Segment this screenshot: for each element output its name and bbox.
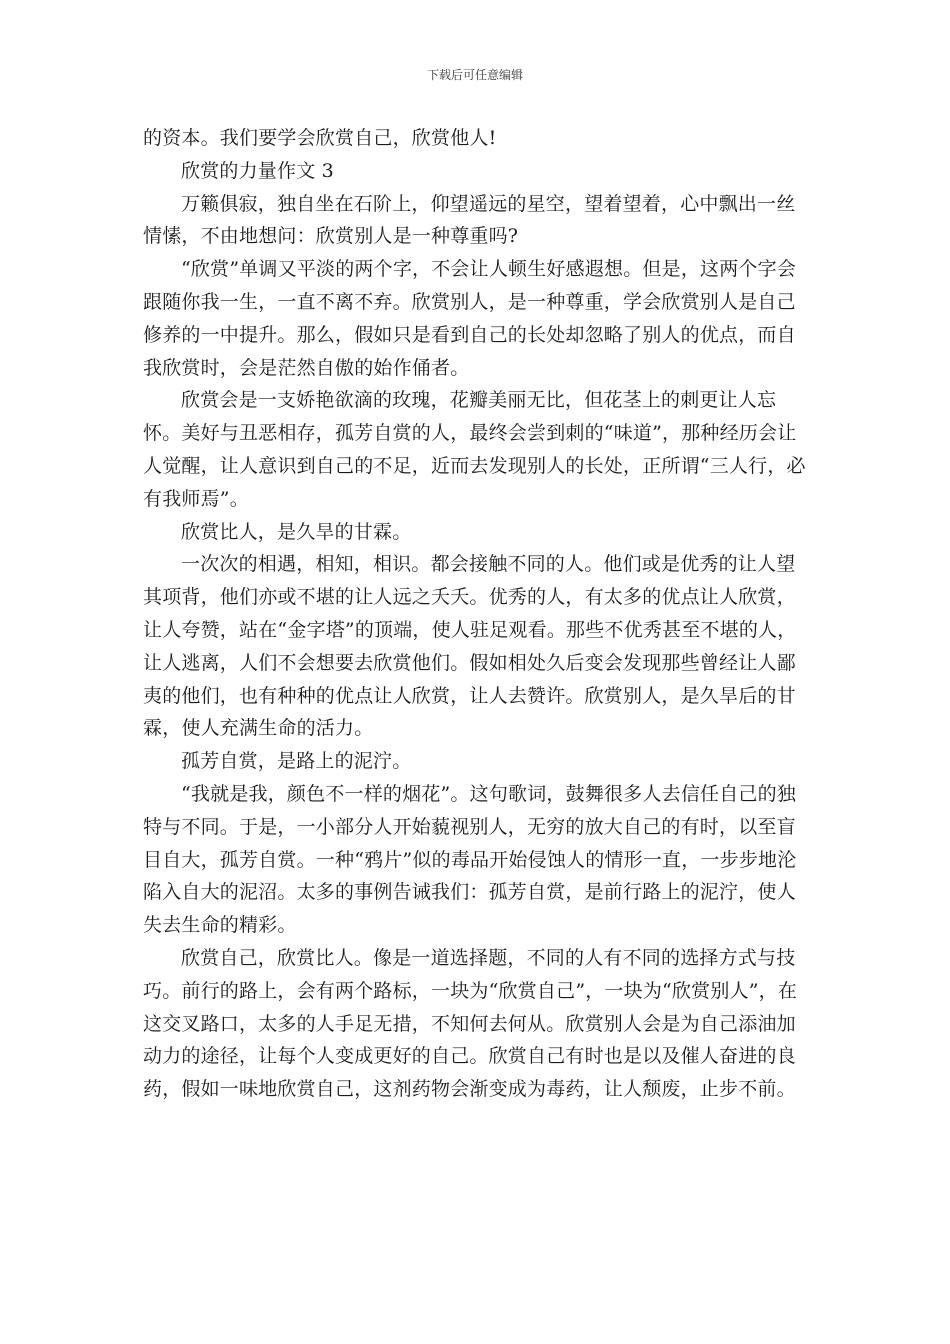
section-title: 欣赏的力量作文 3 xyxy=(181,159,334,182)
paragraph: “我就是我，颜色不一样的烟花”。这句歌词，鼓舞很多人去信任自己的独特与不同。于是，一小部分人开始藐视别人，无穷的放大自己的有时，以至盲目自大，孤芳自赏。一种“鸦片”似的毒品开始侵蚀人的情形一直，一步步地沦陷入自大的泥沼。太多的事例告诫我们：孤芳自赏，是前行路上的泥泞，使人失去生命的精彩。 xyxy=(143,782,797,937)
paragraph: 孤芳自赏，是路上的泥泞。 xyxy=(181,750,412,773)
paragraph: 欣赏自己，欣赏比人。像是一道选择题，不同的人有不同的选择方式与技巧。前行的路上，会有两个路标，一块为“欣赏自己”，一块为“欣赏别人”，在这交叉路口，太多的人手足无措，不知何去何从。欣赏别人会是为自己添油加动力的途径，让每个人变成更好的自己。欣赏自己有时也是以及催人奋进的良药，假如一味地欣赏自己，这剂药物会渐变成为毒药，让人颓废，止步不前。 xyxy=(143,946,798,1101)
paragraph: “欣赏”单调又平淡的两个字，不会让人顿生好感遐想。但是，这两个字会跟随你我一生，一直不离不弃。欣赏别人，是一种尊重，学会欣赏别人是自己修养的一中提升。那么，假如只是看到自己的长处却忽略了别人的优点，而自我欣赏时，会是茫然自傲的始作俑者。 xyxy=(143,258,797,379)
page-header: 下载后可任意编辑 xyxy=(426,68,523,82)
paragraph: 一次次的相遇，相知，相识。都会接触不同的人。他们或是优秀的让人望其项背，他们亦或不堪的让人远之夭夭。优秀的人，有太多的优点让人欣赏，让人夸赞，站在“金字塔”的顶端，使人驻足观看。那些不优秀甚至不堪的人，让人逃离，人们不会想要去欣赏他们。假如相处久后变会发现那些曾经让人鄙夷的他们，也有种种的优点让人欣赏，让人去赞许。欣赏别人，是久旱后的甘霖，使人充满生命的活力。 xyxy=(143,553,797,740)
document-body xyxy=(143,122,813,1106)
paragraph: 欣赏比人，是久旱的甘霖。 xyxy=(181,520,412,543)
paragraph: 欣赏会是一支娇艳欲滴的玫瑰，花瓣美丽无比，但花茎上的刺更让人忘怀。美好与丑恶相存，孤芳自赏的人，最终会尝到刺的“味道”，那种经历会让人觉醒，让人意识到自己的不足，近而去发现别人的长处，正所谓“三人行，必有我师焉”。 xyxy=(143,389,806,510)
paragraph: 的资本。我们要学会欣赏自己，欣赏他人! xyxy=(143,127,497,149)
paragraph: 万籁俱寂，独自坐在石阶上，仰望遥远的星空，望着望着，心中飘出一丝情愫，不由地想问：欣赏别人是一种尊重吗? xyxy=(143,192,796,248)
